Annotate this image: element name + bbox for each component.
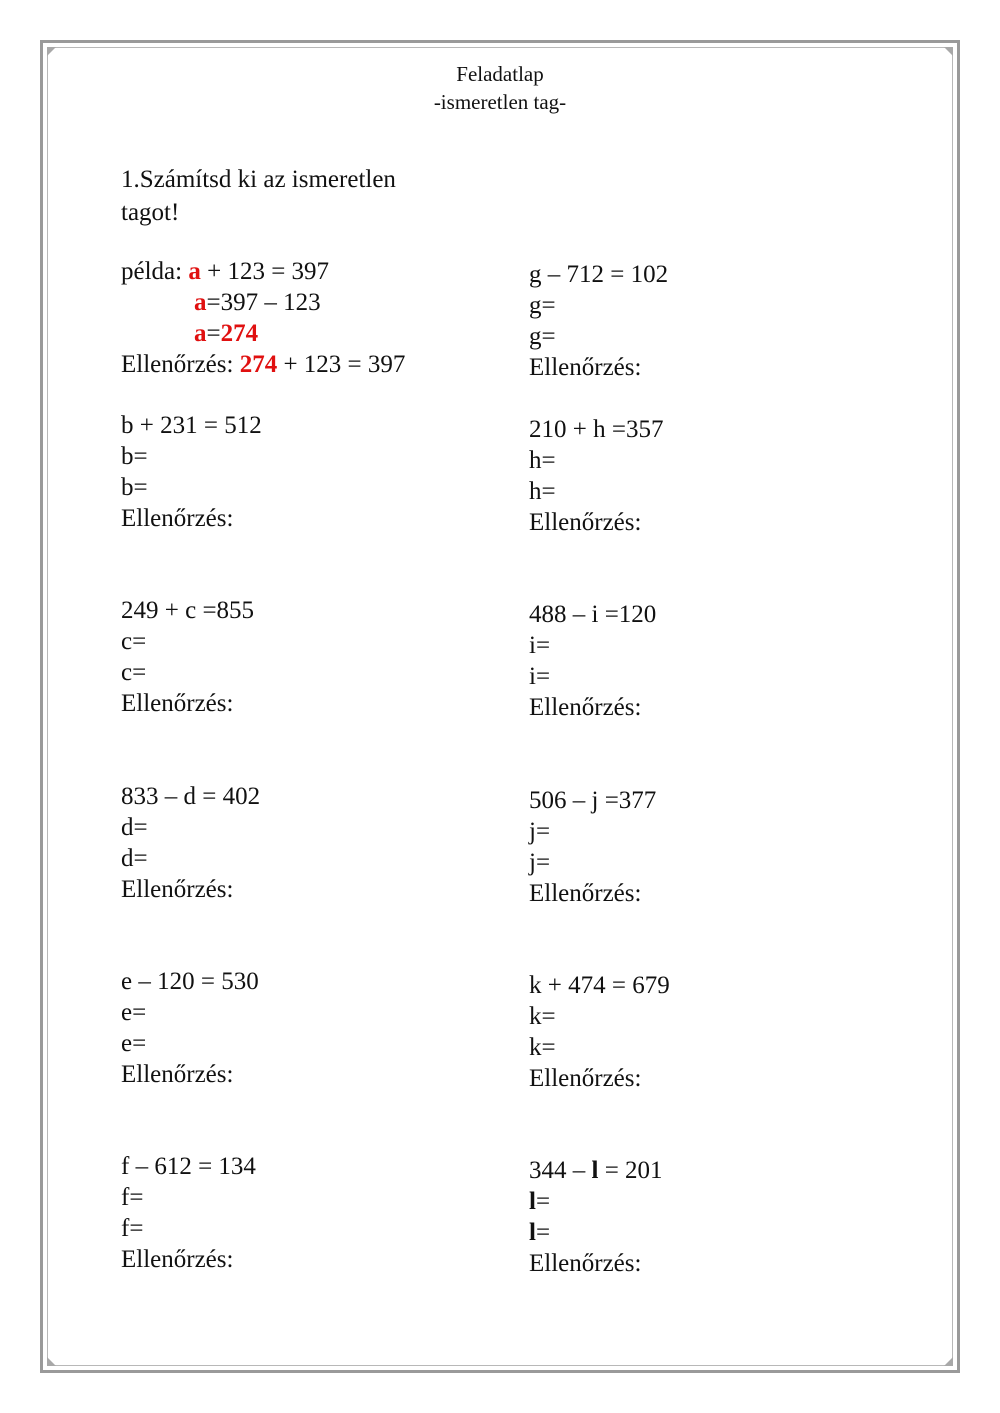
task-d [121,781,260,905]
task-answer-line: c= [121,659,147,686]
task-g [529,259,668,383]
example-check: Ellenőrzés: 274 + 123 = 397 [121,351,406,378]
task-c [121,595,254,719]
task-answer-line: h= [529,478,556,505]
task-e [121,966,259,1090]
task-h [529,414,663,538]
task-answer-line: k= [529,1034,556,1061]
task-answer-line: k= [529,1003,556,1030]
page-title: Feladatlap [456,62,544,86]
task-f [121,1151,256,1275]
task-check-label: Ellenőrzés: [121,1061,234,1088]
task-equation: 488 – i =120 [529,601,657,628]
task-answer-line: j= [529,849,551,876]
task-answer-line: l= [529,1188,551,1215]
task-check-label: Ellenőrzés: [529,509,642,536]
task-check-label: Ellenőrzés: [121,690,234,717]
corner-ornament-bottom-left [47,1357,56,1366]
task-check-label: Ellenőrzés: [529,880,642,907]
task-check-label: Ellenőrzés: [529,1250,642,1277]
task-k [529,970,670,1094]
task-answer-line: g= [529,292,556,319]
task-answer-line: f= [121,1184,144,1211]
task-answer-line: b= [121,474,148,501]
task-equation: g – 712 = 102 [529,261,669,288]
instruction-line-1: 1.Számítsd ki az ismeretlen [121,166,396,193]
task-answer-line: j= [529,818,551,845]
task-check-label: Ellenőrzés: [121,876,234,903]
task-equation: b + 231 = 512 [121,412,262,439]
task-answer-line: i= [529,663,551,690]
task-answer-line: c= [121,628,147,655]
task-answer-line: h= [529,447,556,474]
task-equation: 833 – d = 402 [121,783,261,810]
task-l [529,1155,663,1279]
example-equation: példa: a + 123 = 397 [121,258,330,285]
task-answer-line: i= [529,632,551,659]
corner-ornament-top-left [47,47,56,56]
task-equation: 506 – j =377 [529,787,657,814]
example-step-2: a=274 [194,320,259,347]
task-answer-line: d= [121,814,148,841]
task-answer-line: l= [529,1219,551,1246]
instruction-line-2: tagot! [121,199,180,226]
task-check-label: Ellenőrzés: [121,505,234,532]
task-equation: e – 120 = 530 [121,968,259,995]
example-block [121,256,405,380]
corner-ornament-top-right [944,47,953,56]
task-i [529,599,656,723]
task-check-label: Ellenőrzés: [529,694,642,721]
task-answer-line: e= [121,1030,147,1057]
task-equation: k + 474 = 679 [529,972,670,999]
page-subtitle: -ismeretlen tag- [433,90,567,114]
example-step-1: a=397 – 123 [194,289,321,316]
task-check-label: Ellenőrzés: [529,354,642,381]
task-answer-line: g= [529,323,556,350]
task-answer-line: d= [121,845,148,872]
task-answer-line: e= [121,999,147,1026]
task-answer-line: b= [121,443,148,470]
task-check-label: Ellenőrzés: [529,1065,642,1092]
instruction [121,163,441,229]
task-b [121,410,262,534]
task-check-label: Ellenőrzés: [121,1246,234,1273]
corner-ornament-bottom-right [944,1357,953,1366]
task-answer-line: f= [121,1215,144,1242]
task-equation: 344 – l = 201 [529,1157,663,1184]
task-equation: f – 612 = 134 [121,1153,256,1180]
task-equation: 210 + h =357 [529,416,664,443]
task-j [529,785,656,909]
task-equation: 249 + c =855 [121,597,255,624]
